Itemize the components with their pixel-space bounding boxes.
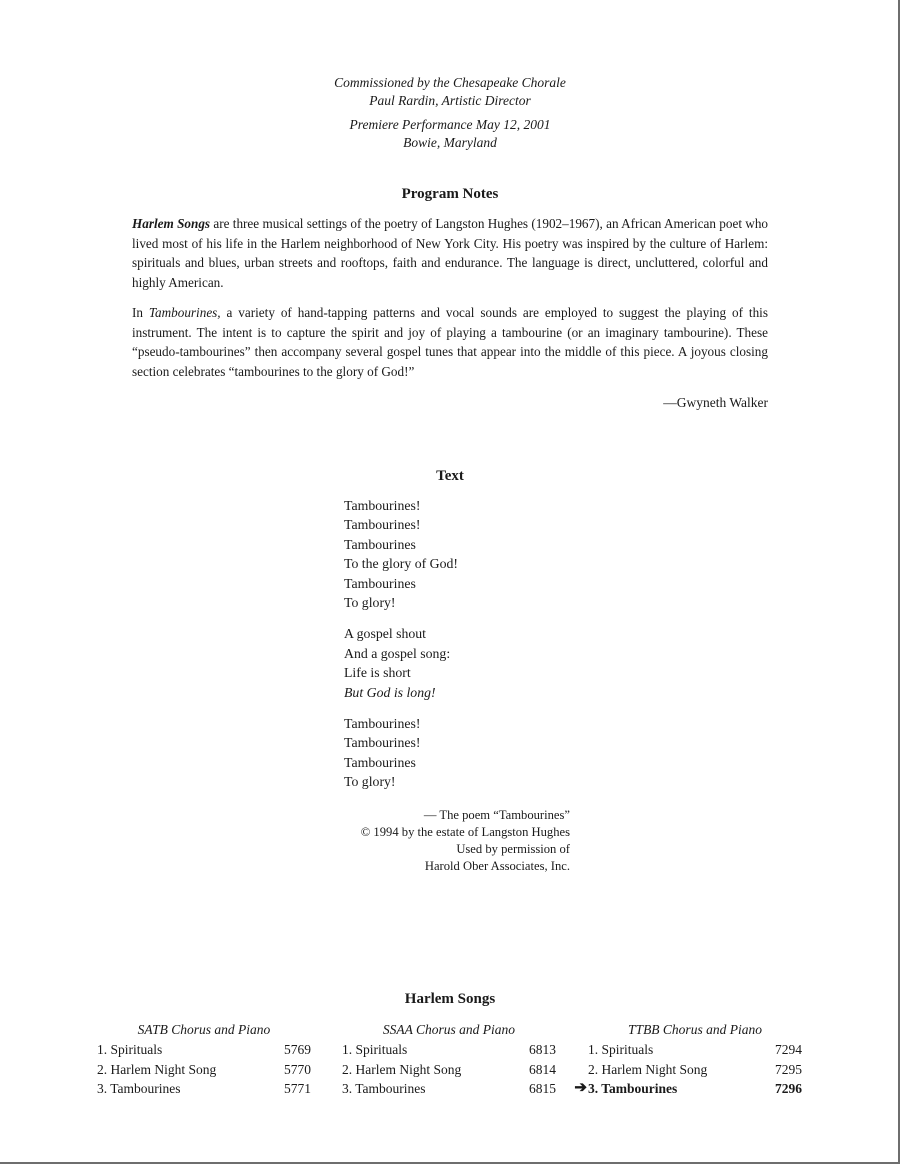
catalog-row: 1. Spirituals 7294 — [588, 1042, 802, 1057]
notes-paragraph-1: Harlem Songs are three musical settings of the poetry of Langston Hughes (1902–1967), an African American poet who lived most of his life in the Harlem neighborhood of New York City. His poetry was inspired by the culture of Harlem: spirituals and blues, urban streets and rooftops, faith and endurance. The language is direct, uncluttered, colorful and highly American. — [132, 216, 769, 290]
catalog-row-highlighted: ➔ 3. Tambourines 7296 — [574, 1080, 802, 1096]
poem-line: Tambourines! — [344, 716, 421, 732]
poem-line: Tambourines! — [344, 498, 421, 513]
stanza-3 — [344, 714, 458, 792]
poem-line: And a gospel song: — [344, 645, 451, 661]
catalog-row: 2. Harlem Night Song 7295 — [588, 1061, 802, 1077]
ttbb-column — [574, 1020, 802, 1099]
stanza-2 — [344, 624, 458, 702]
poem-credit — [300, 807, 570, 875]
poem-line: To glory! — [344, 774, 396, 790]
credit-line: © 1994 by the estate of Langston Hughes — [360, 825, 570, 839]
stanza-1 — [344, 496, 458, 612]
column-heading: TTBB Chorus and Piano — [628, 1022, 762, 1037]
commission-line: Commissioned by the Chesapeake Chorale — [334, 75, 566, 90]
poem-line: To glory! — [344, 595, 396, 611]
text-heading: Text — [436, 468, 464, 484]
catalog-row: 2. Harlem Night Song 5770 — [97, 1061, 311, 1077]
catalog-row: 3. Tambourines 5771 — [97, 1081, 311, 1096]
poem-line: But God is long! — [344, 684, 436, 700]
poem-line: A gospel shout — [344, 626, 427, 642]
credit-line: Used by permission of — [456, 842, 570, 856]
poem-line: Tambourines! — [344, 517, 421, 533]
catalog-row: 1. Spirituals 5769 — [97, 1042, 311, 1057]
catalog-row: 3. Tambourines 6815 — [342, 1081, 556, 1096]
poem-text — [344, 496, 458, 804]
notes-paragraph-2: In Tambourines, a variety of hand-tapping patterns and vocal sounds are employed to suggest the playing of this instrument. The intent is to capture the spirit and joy of playing a tambourine (or an imaginary tambourine). These “pseudo-tambourines” then accompany several gospel tunes that appear into the middle of this piece. A joyous closing section celebrates “tambourines to the glory of God!” — [132, 305, 768, 379]
catalog-row: 1. Spirituals 6813 — [342, 1042, 556, 1057]
catalog-row: 2. Harlem Night Song 6814 — [342, 1061, 556, 1077]
poem-line: Tambourines — [344, 754, 416, 770]
harlem-songs-heading: Harlem Songs — [404, 991, 496, 1007]
credit-line: Harold Ober Associates, Inc. — [424, 859, 570, 873]
commission-block — [0, 74, 900, 152]
composer-signature: —Gwyneth Walker — [663, 395, 768, 410]
poem-line: Life is short — [344, 665, 411, 681]
poem-line: Tambourines — [344, 575, 416, 591]
premiere-line: Premiere Performance May 12, 2001 — [349, 117, 551, 132]
poem-line: To the glory of God! — [344, 556, 458, 572]
program-notes-body — [132, 214, 768, 392]
poem-line: Tambourines! — [344, 735, 421, 751]
tambourines-title: Tambourines, — [148, 305, 221, 320]
poem-line: Tambourines — [344, 536, 416, 552]
artistic-director-line: Paul Rardin, Artistic Director — [369, 93, 531, 108]
program-notes-heading: Program Notes — [401, 186, 499, 202]
satb-column — [97, 1020, 311, 1099]
credit-line: — The poem “Tambourines” — [423, 808, 570, 822]
column-heading: SSAA Chorus and Piano — [382, 1022, 516, 1037]
ssaa-column — [342, 1020, 556, 1099]
location-line: Bowie, Maryland — [403, 135, 497, 150]
harlem-songs-title: Harlem Songs — [132, 216, 211, 231]
column-heading: SATB Chorus and Piano — [137, 1022, 271, 1037]
